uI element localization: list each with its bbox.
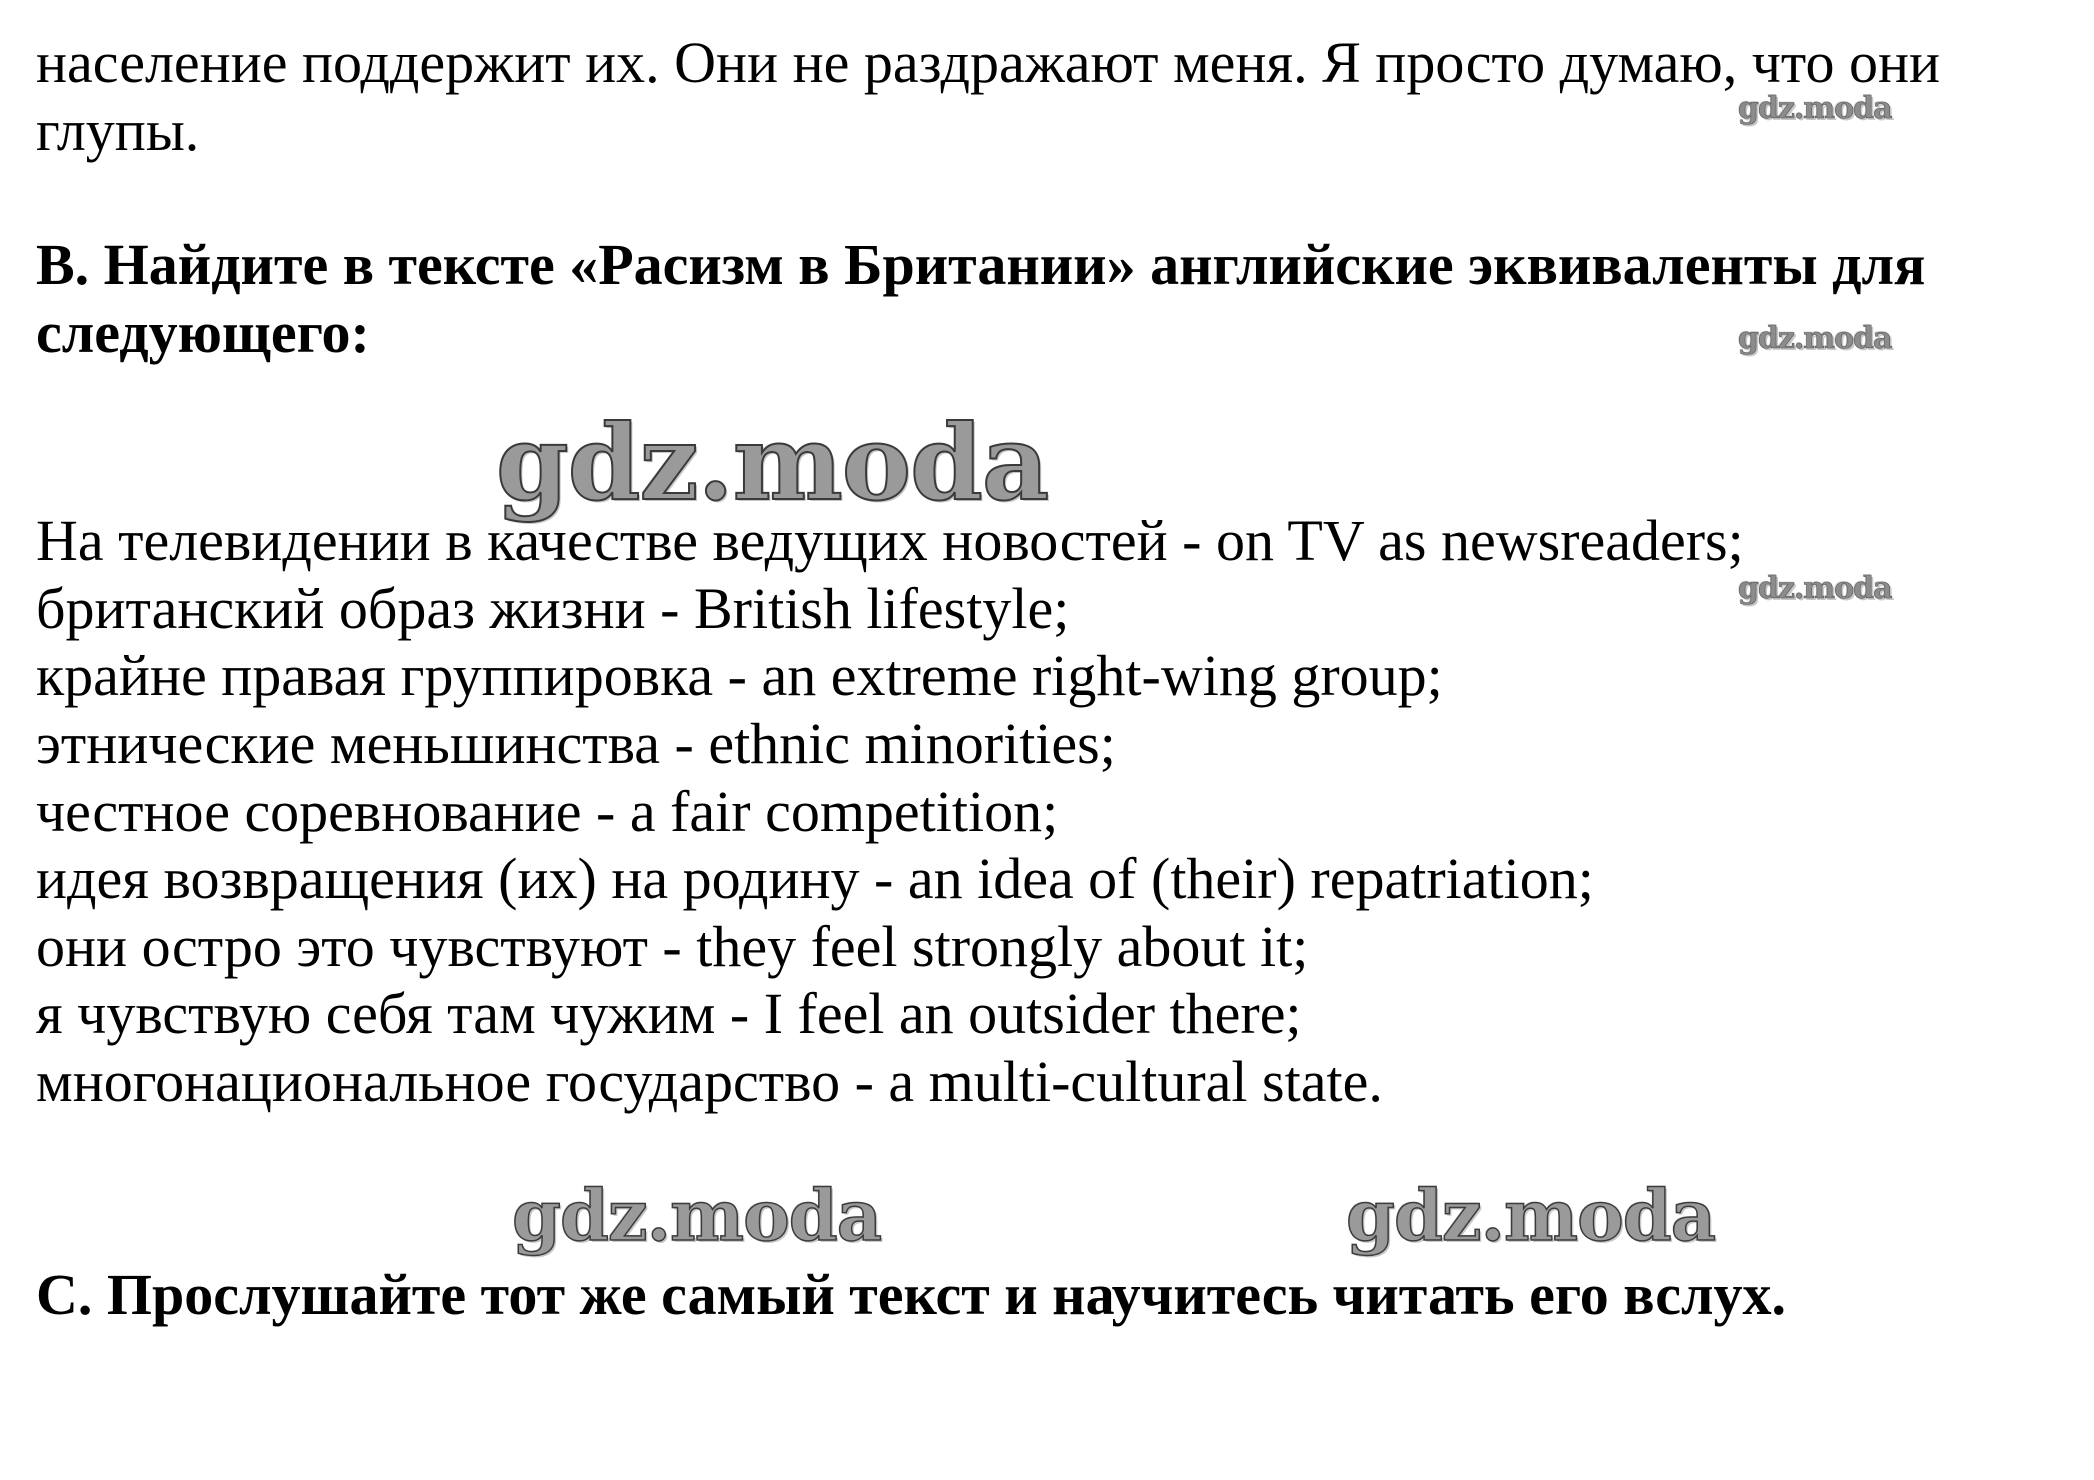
- watermark-logo: gdz.moda: [1346, 1174, 1716, 1257]
- equivalent-item: идея возвращения (их) на родину - an idea of (their) repatriation;: [36, 846, 1594, 911]
- watermark-logo: gdz.moda: [1738, 321, 1892, 356]
- watermark-logo: gdz.moda: [1738, 91, 1892, 126]
- equivalent-item: они остро это чувствуют - they feel strongly about it;: [36, 914, 1309, 979]
- section-b-heading-line-1: В. Найдите в тексте «Расизм в Британии» английские эквиваленты для: [36, 232, 1926, 297]
- intro-line-2: глупы.: [36, 98, 200, 163]
- equivalent-item: На телевидении в качестве ведущих новостей - on TV as newsreaders;: [36, 508, 1744, 573]
- section-b-heading-line-2: следующего:: [36, 300, 370, 365]
- equivalent-item: многонациональное государство - a multi-cultural state.: [36, 1049, 1383, 1114]
- equivalent-item: я чувствую себя там чужим - I feel an outsider there;: [36, 981, 1302, 1046]
- watermark-logo: gdz.moda: [496, 401, 1049, 524]
- equivalent-item: этнические меньшинства - ethnic minorities;: [36, 711, 1116, 776]
- watermark-logo: gdz.moda: [1738, 571, 1892, 606]
- watermark-logo: gdz.moda: [512, 1174, 882, 1257]
- equivalent-item: британский образ жизни - British lifestyle;: [36, 576, 1070, 641]
- equivalent-item: крайне правая группировка - an extreme right-wing group;: [36, 643, 1443, 708]
- equivalent-item: честное соревнование - a fair competition;: [36, 779, 1059, 844]
- section-c-heading: С. Прослушайте тот же самый текст и научитесь читать его вслух.: [36, 1262, 1787, 1327]
- intro-line-1: население поддержит их. Они не раздражают меня. Я просто думаю, что они: [36, 30, 1941, 95]
